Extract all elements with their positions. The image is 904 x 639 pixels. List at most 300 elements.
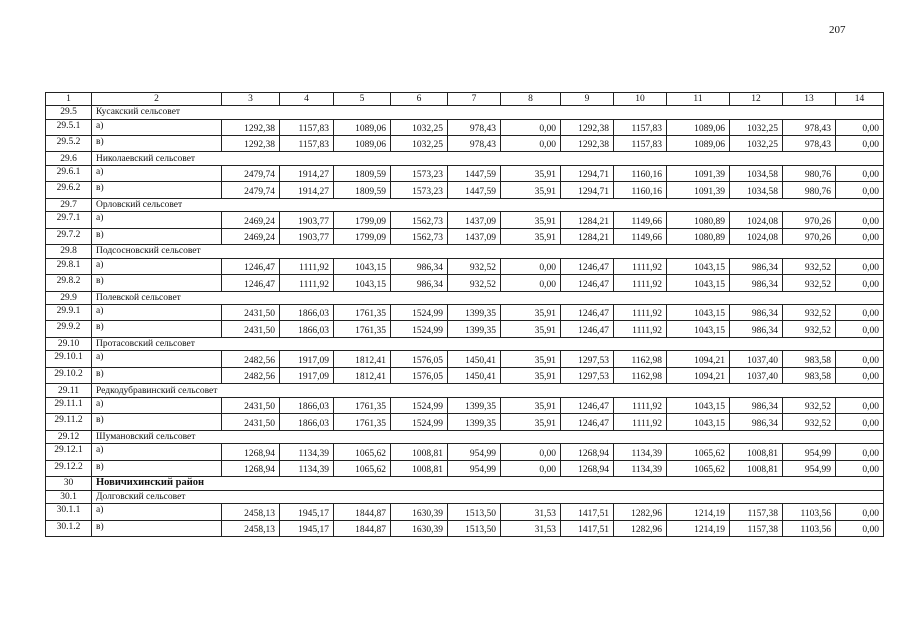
row-code-cell: 30.1.1 bbox=[46, 504, 92, 520]
value-cell: 1513,50 bbox=[448, 520, 501, 536]
value-cell: 1417,51 bbox=[561, 520, 614, 536]
table-row bbox=[46, 258, 884, 274]
value-cell: 1447,59 bbox=[448, 182, 501, 198]
value-cell: 1268,94 bbox=[222, 444, 280, 460]
value-cell: 970,26 bbox=[783, 212, 836, 228]
value-cell: 1447,59 bbox=[448, 165, 501, 181]
value-cell: 932,52 bbox=[448, 258, 501, 274]
value-cell: 0,00 bbox=[836, 520, 884, 536]
value-cell: 1162,98 bbox=[614, 351, 667, 367]
value-cell: 1573,23 bbox=[391, 182, 448, 198]
row-label-cell: а) bbox=[92, 119, 222, 135]
value-cell: 0,00 bbox=[836, 504, 884, 520]
value-cell: 1297,53 bbox=[561, 367, 614, 383]
value-cell: 1246,47 bbox=[222, 258, 280, 274]
value-cell: 1094,21 bbox=[667, 367, 730, 383]
value-cell: 1903,77 bbox=[280, 228, 334, 244]
value-cell: 1524,99 bbox=[391, 397, 448, 413]
value-cell: 1294,71 bbox=[561, 165, 614, 181]
value-cell: 978,43 bbox=[448, 119, 501, 135]
table-row bbox=[46, 504, 884, 520]
row-label-cell: а) bbox=[92, 504, 222, 520]
row-label-cell: а) bbox=[92, 212, 222, 228]
value-cell: 0,00 bbox=[836, 258, 884, 274]
value-cell: 1111,92 bbox=[280, 275, 334, 291]
value-cell: 0,00 bbox=[836, 460, 884, 476]
value-cell: 2431,50 bbox=[222, 305, 280, 321]
row-code-cell: 29.10.2 bbox=[46, 367, 92, 383]
value-cell: 1065,62 bbox=[667, 444, 730, 460]
value-cell: 1576,05 bbox=[391, 367, 448, 383]
value-cell: 2458,13 bbox=[222, 504, 280, 520]
table-row bbox=[46, 321, 884, 337]
value-cell: 1111,92 bbox=[280, 258, 334, 274]
value-cell: 1809,59 bbox=[334, 165, 391, 181]
value-cell: 1450,41 bbox=[448, 351, 501, 367]
value-cell: 1524,99 bbox=[391, 321, 448, 337]
column-number-cell: 6 bbox=[391, 93, 448, 106]
value-cell: 1866,03 bbox=[280, 414, 334, 430]
value-cell: 980,76 bbox=[783, 165, 836, 181]
value-cell: 1630,39 bbox=[391, 520, 448, 536]
value-cell: 0,00 bbox=[836, 135, 884, 151]
row-code-cell: 29.8 bbox=[46, 245, 92, 259]
value-cell: 35,91 bbox=[501, 182, 561, 198]
value-cell: 0,00 bbox=[501, 444, 561, 460]
value-cell: 1844,87 bbox=[334, 520, 391, 536]
value-cell: 1134,39 bbox=[614, 444, 667, 460]
value-cell: 1149,66 bbox=[614, 228, 667, 244]
value-cell: 1284,21 bbox=[561, 228, 614, 244]
row-code-cell: 29.12.2 bbox=[46, 460, 92, 476]
value-cell: 1134,39 bbox=[614, 460, 667, 476]
row-code-cell: 29.11.2 bbox=[46, 414, 92, 430]
row-code-cell: 29.5 bbox=[46, 106, 92, 120]
value-cell: 1799,09 bbox=[334, 228, 391, 244]
value-cell: 978,43 bbox=[448, 135, 501, 151]
section-row bbox=[46, 291, 884, 305]
value-cell: 0,00 bbox=[836, 444, 884, 460]
value-cell: 35,91 bbox=[501, 414, 561, 430]
row-code-cell: 30.1.2 bbox=[46, 520, 92, 536]
column-number-header-row bbox=[46, 93, 884, 106]
value-cell: 0,00 bbox=[836, 275, 884, 291]
value-cell: 1008,81 bbox=[730, 460, 783, 476]
district-title: Новичихинский район bbox=[92, 477, 884, 491]
section-title: Протасовский сельсовет bbox=[92, 337, 884, 351]
value-cell: 1437,09 bbox=[448, 228, 501, 244]
column-number-cell: 13 bbox=[783, 93, 836, 106]
value-cell: 1282,96 bbox=[614, 520, 667, 536]
section-row bbox=[46, 430, 884, 444]
value-cell: 986,34 bbox=[730, 321, 783, 337]
value-cell: 1111,92 bbox=[614, 414, 667, 430]
table-row bbox=[46, 305, 884, 321]
value-cell: 0,00 bbox=[836, 414, 884, 430]
value-cell: 1297,53 bbox=[561, 351, 614, 367]
value-cell: 1761,35 bbox=[334, 321, 391, 337]
value-cell: 1043,15 bbox=[334, 258, 391, 274]
column-number-cell: 4 bbox=[280, 93, 334, 106]
row-code-cell: 29.9 bbox=[46, 291, 92, 305]
value-cell: 1292,38 bbox=[561, 135, 614, 151]
row-label-cell: а) bbox=[92, 351, 222, 367]
row-code-cell: 29.5.2 bbox=[46, 135, 92, 151]
value-cell: 1399,35 bbox=[448, 321, 501, 337]
value-cell: 1450,41 bbox=[448, 367, 501, 383]
value-cell: 1103,56 bbox=[783, 504, 836, 520]
section-row bbox=[46, 106, 884, 120]
section-title: Кусакский сельсовет bbox=[92, 106, 884, 120]
table-row bbox=[46, 414, 884, 430]
value-cell: 1043,15 bbox=[667, 321, 730, 337]
value-cell: 1091,39 bbox=[667, 182, 730, 198]
row-code-cell: 29.11.1 bbox=[46, 397, 92, 413]
value-cell: 1812,41 bbox=[334, 351, 391, 367]
table-body bbox=[46, 93, 884, 537]
value-cell: 1157,83 bbox=[280, 119, 334, 135]
value-cell: 983,58 bbox=[783, 351, 836, 367]
value-cell: 1761,35 bbox=[334, 414, 391, 430]
value-cell: 1024,08 bbox=[730, 212, 783, 228]
value-cell: 1292,38 bbox=[222, 119, 280, 135]
section-row bbox=[46, 245, 884, 259]
value-cell: 1160,16 bbox=[614, 165, 667, 181]
value-cell: 986,34 bbox=[730, 414, 783, 430]
table-row bbox=[46, 520, 884, 536]
value-cell: 1866,03 bbox=[280, 305, 334, 321]
column-number-cell: 7 bbox=[448, 93, 501, 106]
value-cell: 1246,47 bbox=[222, 275, 280, 291]
value-cell: 1094,21 bbox=[667, 351, 730, 367]
value-cell: 0,00 bbox=[501, 258, 561, 274]
value-cell: 1032,25 bbox=[391, 119, 448, 135]
district-row bbox=[46, 477, 884, 491]
table-row bbox=[46, 460, 884, 476]
section-row bbox=[46, 384, 884, 398]
value-cell: 954,99 bbox=[448, 444, 501, 460]
row-code-cell: 29.11 bbox=[46, 384, 92, 398]
value-cell: 1157,83 bbox=[614, 119, 667, 135]
table-row bbox=[46, 397, 884, 413]
value-cell: 1043,15 bbox=[667, 305, 730, 321]
value-cell: 1043,15 bbox=[667, 275, 730, 291]
value-cell: 1562,73 bbox=[391, 228, 448, 244]
column-number-cell: 11 bbox=[667, 93, 730, 106]
value-cell: 1866,03 bbox=[280, 397, 334, 413]
section-row bbox=[46, 490, 884, 504]
table-row bbox=[46, 119, 884, 135]
column-number-cell: 3 bbox=[222, 93, 280, 106]
value-cell: 1103,56 bbox=[783, 520, 836, 536]
value-cell: 980,76 bbox=[783, 182, 836, 198]
value-cell: 986,34 bbox=[730, 275, 783, 291]
row-label-cell: а) bbox=[92, 397, 222, 413]
value-cell: 0,00 bbox=[836, 228, 884, 244]
section-title: Подсосновский сельсовет bbox=[92, 245, 884, 259]
section-title: Орловский сельсовет bbox=[92, 198, 884, 212]
value-cell: 1268,94 bbox=[561, 460, 614, 476]
section-title: Николаевский сельсовет bbox=[92, 152, 884, 166]
value-cell: 1866,03 bbox=[280, 321, 334, 337]
column-number-cell: 9 bbox=[561, 93, 614, 106]
value-cell: 0,00 bbox=[836, 305, 884, 321]
value-cell: 1111,92 bbox=[614, 321, 667, 337]
value-cell: 2431,50 bbox=[222, 397, 280, 413]
value-cell: 1761,35 bbox=[334, 305, 391, 321]
value-cell: 1089,06 bbox=[334, 119, 391, 135]
row-code-cell: 30 bbox=[46, 477, 92, 491]
value-cell: 1111,92 bbox=[614, 305, 667, 321]
value-cell: 986,34 bbox=[391, 258, 448, 274]
row-code-cell: 29.12.1 bbox=[46, 444, 92, 460]
value-cell: 1761,35 bbox=[334, 397, 391, 413]
value-cell: 2479,74 bbox=[222, 165, 280, 181]
value-cell: 35,91 bbox=[501, 212, 561, 228]
value-cell: 35,91 bbox=[501, 351, 561, 367]
value-cell: 0,00 bbox=[836, 182, 884, 198]
value-cell: 1513,50 bbox=[448, 504, 501, 520]
value-cell: 1091,39 bbox=[667, 165, 730, 181]
value-cell: 35,91 bbox=[501, 367, 561, 383]
value-cell: 1284,21 bbox=[561, 212, 614, 228]
value-cell: 1524,99 bbox=[391, 305, 448, 321]
value-cell: 986,34 bbox=[730, 397, 783, 413]
table-row bbox=[46, 165, 884, 181]
value-cell: 1157,83 bbox=[614, 135, 667, 151]
value-cell: 1032,25 bbox=[730, 119, 783, 135]
row-label-cell: в) bbox=[92, 321, 222, 337]
value-cell: 1214,19 bbox=[667, 520, 730, 536]
value-cell: 1812,41 bbox=[334, 367, 391, 383]
value-cell: 1034,58 bbox=[730, 165, 783, 181]
value-cell: 1111,92 bbox=[614, 275, 667, 291]
value-cell: 0,00 bbox=[836, 351, 884, 367]
value-cell: 35,91 bbox=[501, 397, 561, 413]
value-cell: 932,52 bbox=[783, 258, 836, 274]
value-cell: 0,00 bbox=[501, 135, 561, 151]
value-cell: 0,00 bbox=[836, 165, 884, 181]
value-cell: 1080,89 bbox=[667, 228, 730, 244]
value-cell: 1562,73 bbox=[391, 212, 448, 228]
value-cell: 2458,13 bbox=[222, 520, 280, 536]
value-cell: 954,99 bbox=[448, 460, 501, 476]
value-cell: 1399,35 bbox=[448, 305, 501, 321]
row-code-cell: 29.7 bbox=[46, 198, 92, 212]
row-code-cell: 29.6 bbox=[46, 152, 92, 166]
value-cell: 0,00 bbox=[836, 397, 884, 413]
row-label-cell: а) bbox=[92, 444, 222, 460]
value-cell: 1246,47 bbox=[561, 397, 614, 413]
value-cell: 1573,23 bbox=[391, 165, 448, 181]
value-cell: 1524,99 bbox=[391, 414, 448, 430]
value-cell: 0,00 bbox=[836, 119, 884, 135]
row-code-cell: 30.1 bbox=[46, 490, 92, 504]
table-row bbox=[46, 351, 884, 367]
value-cell: 1399,35 bbox=[448, 397, 501, 413]
column-number-cell: 8 bbox=[501, 93, 561, 106]
value-cell: 1914,27 bbox=[280, 182, 334, 198]
value-cell: 0,00 bbox=[836, 367, 884, 383]
table-row bbox=[46, 182, 884, 198]
value-cell: 1032,25 bbox=[730, 135, 783, 151]
value-cell: 1008,81 bbox=[391, 460, 448, 476]
value-cell: 1246,47 bbox=[561, 275, 614, 291]
column-number-cell: 2 bbox=[92, 93, 222, 106]
value-cell: 932,52 bbox=[783, 397, 836, 413]
row-code-cell: 29.12 bbox=[46, 430, 92, 444]
section-title: Шумановский сельсовет bbox=[92, 430, 884, 444]
value-cell: 0,00 bbox=[501, 119, 561, 135]
column-number-cell: 1 bbox=[46, 93, 92, 106]
value-cell: 932,52 bbox=[783, 305, 836, 321]
value-cell: 2469,24 bbox=[222, 212, 280, 228]
value-cell: 983,58 bbox=[783, 367, 836, 383]
value-cell: 1292,38 bbox=[222, 135, 280, 151]
value-cell: 1024,08 bbox=[730, 228, 783, 244]
value-cell: 2479,74 bbox=[222, 182, 280, 198]
value-cell: 35,91 bbox=[501, 305, 561, 321]
value-cell: 954,99 bbox=[783, 460, 836, 476]
value-cell: 1282,96 bbox=[614, 504, 667, 520]
value-cell: 1065,62 bbox=[667, 460, 730, 476]
table-row bbox=[46, 275, 884, 291]
value-cell: 932,52 bbox=[783, 321, 836, 337]
value-cell: 1399,35 bbox=[448, 414, 501, 430]
value-cell: 1799,09 bbox=[334, 212, 391, 228]
value-cell: 2482,56 bbox=[222, 367, 280, 383]
row-code-cell: 29.10 bbox=[46, 337, 92, 351]
row-label-cell: а) bbox=[92, 165, 222, 181]
value-cell: 2469,24 bbox=[222, 228, 280, 244]
row-code-cell: 29.7.2 bbox=[46, 228, 92, 244]
value-cell: 1089,06 bbox=[667, 135, 730, 151]
value-cell: 1043,15 bbox=[667, 414, 730, 430]
row-label-cell: в) bbox=[92, 520, 222, 536]
value-cell: 1043,15 bbox=[334, 275, 391, 291]
row-code-cell: 29.8.2 bbox=[46, 275, 92, 291]
value-cell: 1246,47 bbox=[561, 414, 614, 430]
row-label-cell: в) bbox=[92, 228, 222, 244]
row-code-cell: 29.7.1 bbox=[46, 212, 92, 228]
value-cell: 2431,50 bbox=[222, 414, 280, 430]
value-cell: 978,43 bbox=[783, 135, 836, 151]
value-cell: 1417,51 bbox=[561, 504, 614, 520]
value-cell: 1134,39 bbox=[280, 460, 334, 476]
section-title: Долговский сельсовет bbox=[92, 490, 884, 504]
section-row bbox=[46, 337, 884, 351]
value-cell: 932,52 bbox=[783, 414, 836, 430]
value-cell: 1246,47 bbox=[561, 305, 614, 321]
value-cell: 1630,39 bbox=[391, 504, 448, 520]
row-label-cell: а) bbox=[92, 305, 222, 321]
value-cell: 1043,15 bbox=[667, 397, 730, 413]
value-cell: 1844,87 bbox=[334, 504, 391, 520]
value-cell: 932,52 bbox=[448, 275, 501, 291]
value-cell: 2482,56 bbox=[222, 351, 280, 367]
value-cell: 1008,81 bbox=[391, 444, 448, 460]
value-cell: 1160,16 bbox=[614, 182, 667, 198]
value-cell: 1034,58 bbox=[730, 182, 783, 198]
value-cell: 1157,38 bbox=[730, 504, 783, 520]
value-cell: 1149,66 bbox=[614, 212, 667, 228]
value-cell: 35,91 bbox=[501, 228, 561, 244]
table-row bbox=[46, 212, 884, 228]
column-number-cell: 5 bbox=[334, 93, 391, 106]
value-cell: 1111,92 bbox=[614, 258, 667, 274]
value-cell: 31,53 bbox=[501, 520, 561, 536]
value-cell: 954,99 bbox=[783, 444, 836, 460]
row-label-cell: в) bbox=[92, 182, 222, 198]
section-title: Редкодубравинский сельсовет bbox=[92, 384, 884, 398]
row-code-cell: 29.10.1 bbox=[46, 351, 92, 367]
value-cell: 31,53 bbox=[501, 504, 561, 520]
value-cell: 1037,40 bbox=[730, 351, 783, 367]
row-label-cell: в) bbox=[92, 414, 222, 430]
value-cell: 1157,38 bbox=[730, 520, 783, 536]
value-cell: 1945,17 bbox=[280, 504, 334, 520]
table-row bbox=[46, 135, 884, 151]
table-row bbox=[46, 367, 884, 383]
table-row bbox=[46, 444, 884, 460]
value-cell: 2431,50 bbox=[222, 321, 280, 337]
tariff-table bbox=[45, 92, 884, 537]
value-cell: 1089,06 bbox=[334, 135, 391, 151]
value-cell: 1065,62 bbox=[334, 444, 391, 460]
row-label-cell: в) bbox=[92, 275, 222, 291]
value-cell: 1809,59 bbox=[334, 182, 391, 198]
value-cell: 1246,47 bbox=[561, 321, 614, 337]
value-cell: 1292,38 bbox=[561, 119, 614, 135]
value-cell: 1437,09 bbox=[448, 212, 501, 228]
value-cell: 35,91 bbox=[501, 165, 561, 181]
value-cell: 1294,71 bbox=[561, 182, 614, 198]
value-cell: 0,00 bbox=[836, 321, 884, 337]
value-cell: 970,26 bbox=[783, 228, 836, 244]
value-cell: 0,00 bbox=[501, 275, 561, 291]
row-label-cell: в) bbox=[92, 135, 222, 151]
value-cell: 1162,98 bbox=[614, 367, 667, 383]
section-title: Полевской сельсовет bbox=[92, 291, 884, 305]
value-cell: 1037,40 bbox=[730, 367, 783, 383]
value-cell: 1032,25 bbox=[391, 135, 448, 151]
row-label-cell: в) bbox=[92, 460, 222, 476]
value-cell: 986,34 bbox=[730, 258, 783, 274]
value-cell: 986,34 bbox=[391, 275, 448, 291]
value-cell: 1945,17 bbox=[280, 520, 334, 536]
value-cell: 1214,19 bbox=[667, 504, 730, 520]
value-cell: 1903,77 bbox=[280, 212, 334, 228]
row-label-cell: а) bbox=[92, 258, 222, 274]
row-code-cell: 29.9.2 bbox=[46, 321, 92, 337]
column-number-cell: 10 bbox=[614, 93, 667, 106]
value-cell: 1089,06 bbox=[667, 119, 730, 135]
value-cell: 1157,83 bbox=[280, 135, 334, 151]
value-cell: 932,52 bbox=[783, 275, 836, 291]
value-cell: 1080,89 bbox=[667, 212, 730, 228]
row-code-cell: 29.6.1 bbox=[46, 165, 92, 181]
column-number-cell: 12 bbox=[730, 93, 783, 106]
row-code-cell: 29.6.2 bbox=[46, 182, 92, 198]
value-cell: 986,34 bbox=[730, 305, 783, 321]
value-cell: 978,43 bbox=[783, 119, 836, 135]
page-number: 207 bbox=[829, 24, 846, 36]
value-cell: 1268,94 bbox=[222, 460, 280, 476]
row-code-cell: 29.9.1 bbox=[46, 305, 92, 321]
value-cell: 1914,27 bbox=[280, 165, 334, 181]
value-cell: 0,00 bbox=[501, 460, 561, 476]
value-cell: 1917,09 bbox=[280, 367, 334, 383]
